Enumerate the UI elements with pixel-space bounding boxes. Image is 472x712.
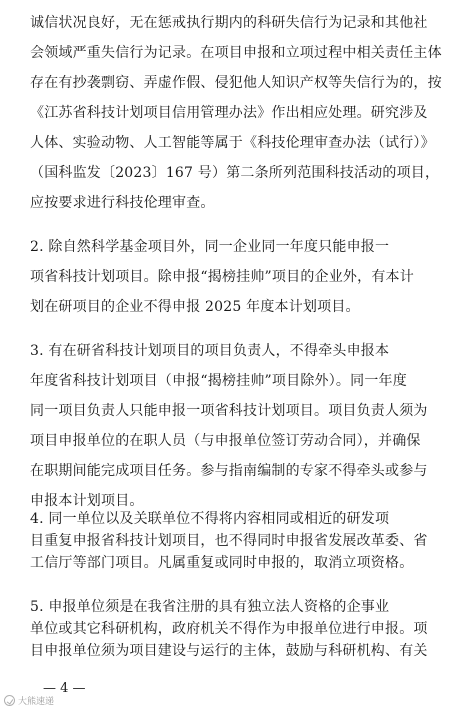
page-number: — 4 —	[43, 681, 86, 696]
watermark-logo-icon	[4, 695, 15, 706]
text-line: 2. 除自然科学基金项目外，同一企业同一年度只能申报一	[30, 239, 390, 255]
text-line: 划在研项目的企业不得申报 2025 年度本计划项目。	[30, 299, 360, 315]
text-line: 《江苏省科技计划项目信用管理办法》作出相应处理。研究涉及	[30, 105, 428, 121]
text-line: 诚信状况良好，无在惩戒执行期内的科研失信行为记录和其他社	[30, 15, 428, 31]
text-line: （国科监发〔2023〕167 号）第二条所列范围科技活动的项目，	[30, 165, 440, 181]
text-line: 在职期间能完成项目任务。参与指南编制的专家不得牵头或参与	[30, 463, 428, 479]
text-line: 工信厅等部门项目。凡属重复或同时申报的，取消立项资格。	[30, 555, 414, 571]
text-line: 人体、实验动物、人工智能等属于《科技伦理审查办法（试行）》	[30, 135, 435, 151]
text-line: 3. 有在研省科技计划项目的项目负责人，不得牵头申报本	[30, 343, 390, 359]
text-line: 目重复申报省科技计划项目，也不得同时申报省发展改革委、省	[30, 533, 428, 549]
watermark	[4, 692, 54, 708]
text-line: 会领域严重失信行为记录。在项目申报和立项过程中相关责任主体	[30, 45, 442, 61]
text-line: 存在有抄袭剽窃、弄虚作假、侵犯他人知识产权等失信行为的，按	[30, 75, 442, 91]
text-line: 目申报单位须为项目建设与运行的主体，鼓励与科研机构、有关	[30, 643, 428, 659]
text-line: 单位或其它科研机构，政府机关不得作为申报单位进行申报。项	[30, 621, 428, 637]
text-line: 申报本计划项目。	[30, 493, 144, 509]
text-line: 年度省科技计划项目（申报“揭榜挂帅”项目除外）。同一年度	[30, 373, 407, 389]
text-line: 项省科技计划项目。除申报“揭榜挂帅”项目的企业外，有本计	[30, 269, 414, 285]
text-line: 4. 同一单位以及关联单位不得将内容相同或相近的研发项	[30, 511, 390, 527]
text-line: 同一项目负责人只能申报一项省科技计划项目。项目负责人须为	[30, 403, 428, 419]
text-line: 5. 申报单位须是在我省注册的具有独立法人资格的企事业	[30, 599, 390, 615]
text-line: 应按要求进行科技伦理审查。	[30, 195, 215, 211]
watermark-text: 大熊速递	[18, 696, 55, 707]
text-line: 项目申报单位的在职人员（与申报单位签订劳动合同），并确保	[30, 433, 421, 449]
